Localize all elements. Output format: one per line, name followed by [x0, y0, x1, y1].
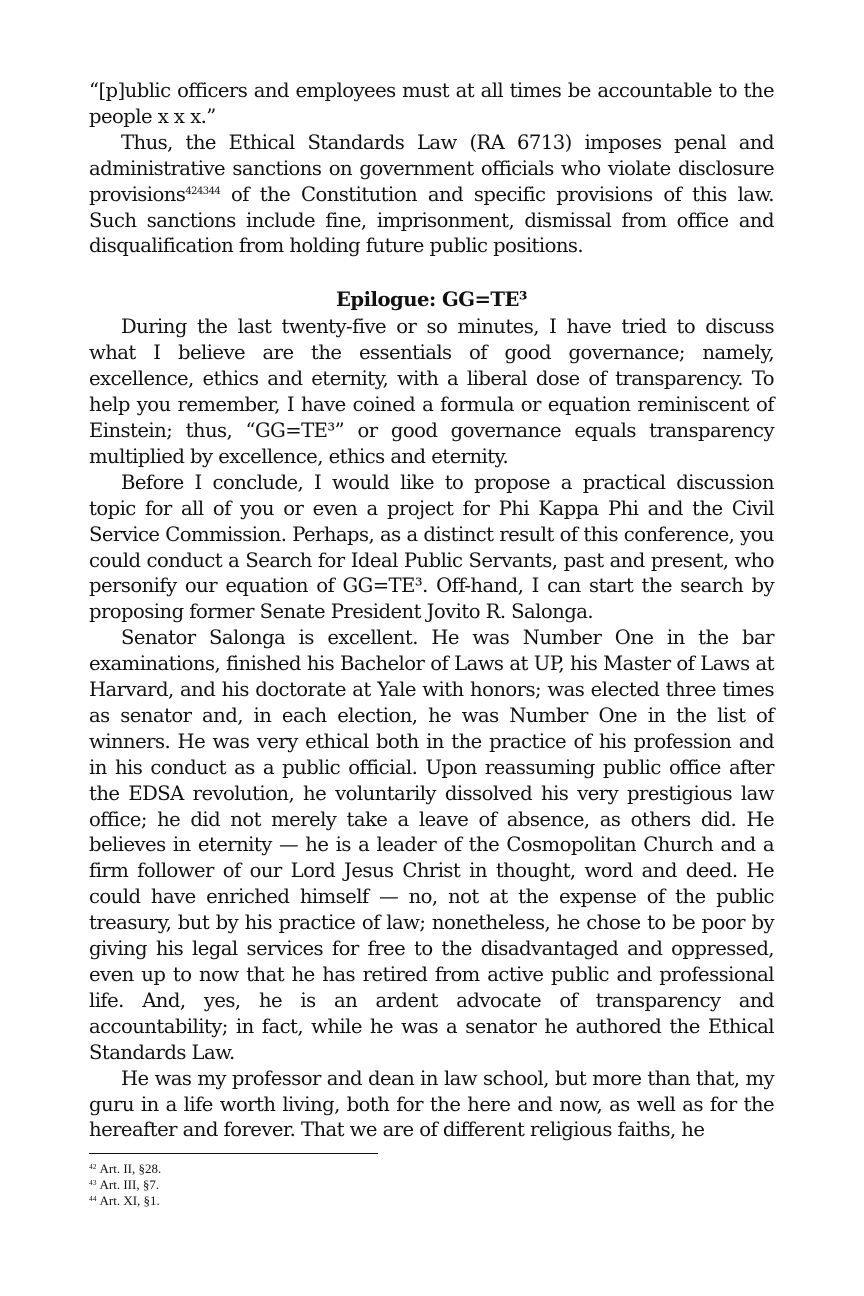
paragraph-essentials: During the last twenty-five or so minutes, I have tried to discuss what I believe are the essentials of good governance; namely, excellence, ethics and eternity, with a liberal dose of transparency. To help you remember, I have coined a formula or equation reminiscent of Einstein; thus, “GG=TE³” or good governance equals transparency multiplied by excellence, ethics and eternity.: [89, 315, 774, 468]
section-heading: Epilogue: GG=TE³: [335, 288, 528, 312]
quote-paragraph: “[p]ublic officers and employees must at all times be accountable to the people x x x.”: [89, 79, 774, 128]
footnote-divider: [89, 1153, 378, 1154]
epilogue-text: [89, 314, 774, 1143]
footnote-text: Art. XI, §1.: [99, 1193, 160, 1208]
sanctions-text-before: Thus, the Ethical Standards Law (RA 6713) imposes penal and administrative sanctions on government officials who violate disclosure provisions: [89, 130, 774, 206]
paragraph-salonga: Senator Salonga is excellent. He was Number One in the bar examinations, finished his Bachelor of Laws at UP, his Master of Laws at Harvard, and his doctorate at Yale with honors; was elected three times as senator and, in each election, he was Number One in the list of winners. He was very ethical both in the practice of his profession and in his conduct as a public official. Upon reassuming public office after the EDSA revolution, he voluntarily dissolved his very prestigious law office; he did not merely take a leave of absence, as others did. He believes in eternity — he is a leader of the Cosmopolitan Church and a firm follower of our Lord Jesus Christ in thought, word and deed. He could have enriched himself — no, not at the expense of the public treasury, but by his practice of law; nonetheless, he chose to be poor by giving his legal services for free to the disadvantaged and oppressed, even up to now that he has retired from active public and professional life. And, yes, he is an ardent advocate of transparency and accountability; in fact, while he was a senator he authored the Ethical Standards Law.: [89, 626, 774, 1064]
footnote-number: 44: [89, 1194, 97, 1203]
footnote-44: [89, 1193, 161, 1209]
document-page: [89, 78, 774, 1143]
footnote-text: Art. III, §7.: [99, 1177, 160, 1192]
paragraph-professor: He was my professor and dean in law school, but more than that, my guru in a life worth living, both for the here and now, as well as for the hereafter and forever. That we are of different religious faiths, he: [89, 1066, 774, 1142]
body-text: [89, 78, 774, 259]
footnote-text: Art. II, §28.: [99, 1161, 162, 1176]
sanctions-paragraph: [89, 130, 774, 260]
footnote-43: [89, 1177, 161, 1193]
paragraph-proposal: Before I conclude, I would like to propose a practical discussion topic for all of you or even a project for Phi Kappa Phi and the Civil Service Commission. Perhaps, as a distinct result of this conference, you could conduct a Search for Ideal Public Servants, past and present, who personify our equation of GG=TE³. Off-hand, I can start the search by proposing former Senate President Jovito R. Salonga.: [89, 470, 774, 624]
footnotes: [89, 1161, 161, 1209]
sanctions-text-after: of the Constitution and specific provisions of this law. Such sanctions include fine, imprisonment, dismissal from office and disqualification from holding future public positions.: [89, 182, 774, 258]
footnote-number: 43: [89, 1178, 97, 1187]
footnote-42: [89, 1161, 161, 1177]
footnote-reference: 424344: [185, 185, 221, 197]
footnote-number: 42: [89, 1162, 97, 1171]
